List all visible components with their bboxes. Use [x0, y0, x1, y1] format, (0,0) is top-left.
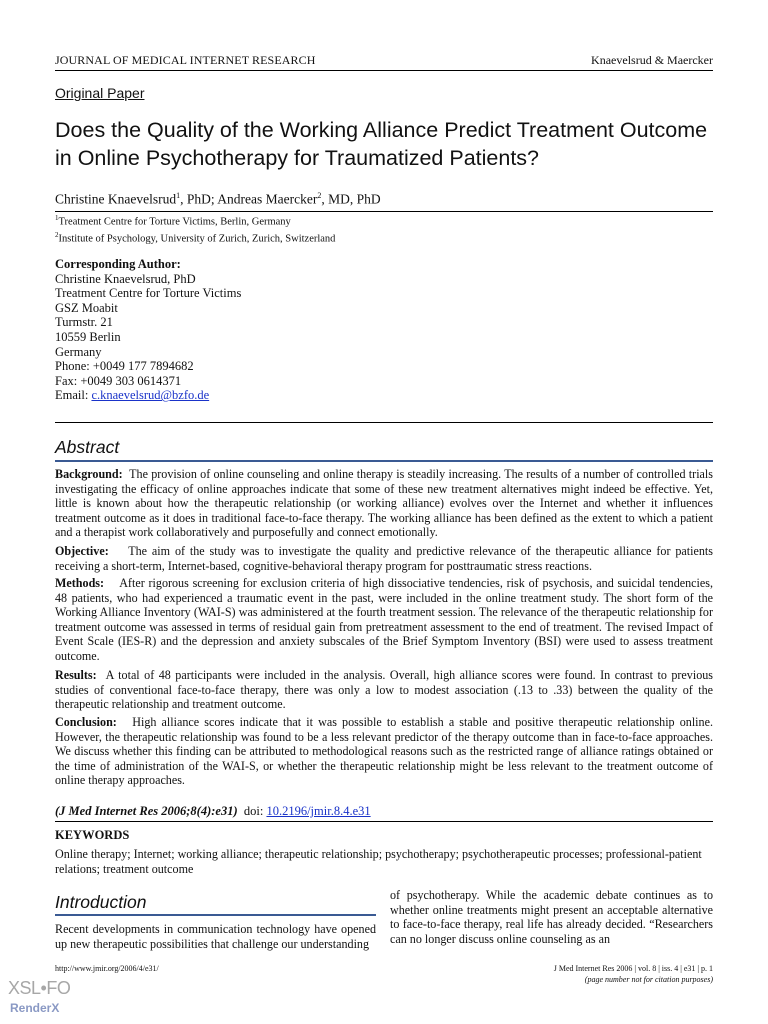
abstract-results	[55, 668, 713, 712]
header-rule	[55, 70, 713, 71]
affiliation-1	[55, 214, 291, 228]
section-label: Background:	[55, 467, 123, 481]
abstract-top-rule	[55, 422, 713, 423]
author-list	[55, 191, 381, 208]
email-label: Email:	[55, 388, 92, 403]
section-text: The provision of online counseling and online therapy is steadily increasing. The results of a number of controlled trials investigating the efficacy of online approaches indicate that some of these new treatment alternatives might indeed be effective. Yet, little is known about how the therapeutic relationship (or working alliance) evolves over the Internet and whether it influences treatment outcome as it does in traditional face-to-face therapy. The working alliance has been defined as the extent to which a patient and a therapist work collaboratively and purposefully and connect emotionally.	[55, 467, 713, 540]
introduction-heading-rule	[55, 914, 376, 916]
abstract-heading: Abstract	[55, 437, 120, 457]
affiliation-text: Institute of Psychology, University of Zurich, Zurich, Switzerland	[58, 233, 336, 245]
corresponding-line: GSZ Moabit	[55, 300, 118, 315]
abstract-heading-rule	[55, 460, 713, 462]
footer-reference: J Med Internet Res 2006 | vol. 8 | iss. 4 | e31 | p. 1	[553, 964, 713, 973]
doi-label: doi:	[243, 804, 264, 818]
author-name: Andreas Maercker	[217, 191, 318, 207]
affiliation-marker: 2	[317, 191, 322, 200]
corresponding-line: Treatment Centre for Torture Victims	[55, 286, 242, 301]
introduction-right-column: of psychotherapy. While the academic debate continues as to whether online treatments might present an acceptable alternative to face-to-face therapy, real life has already decided. “Researchers can no longer discuss online counseling as an	[390, 888, 713, 946]
affiliation-2	[55, 231, 335, 245]
corresponding-line: 10559 Berlin	[55, 329, 121, 344]
abstract-conclusion	[55, 715, 713, 788]
author-name: Christine Knaevelsrud	[55, 191, 177, 207]
email-line	[55, 388, 241, 403]
section-text: The aim of the study was to investigate the quality and predictive relevance of the therapeutic alliance for patients receiving a short-term, Internet-based, cognitive-behavioral therapy program for posttraumatic stress reactions.	[55, 544, 714, 573]
section-label: Results:	[55, 668, 97, 682]
authors-rule	[55, 211, 713, 212]
section-label: Methods:	[55, 576, 105, 590]
phone-line: Phone: +0049 177 7894682	[55, 359, 194, 374]
introduction-heading: Introduction	[55, 892, 147, 912]
citation-reference: (J Med Internet Res 2006;8(4):e31)	[55, 804, 238, 818]
email-link[interactable]: c.knaevelsrud@bzfo.de	[91, 388, 210, 403]
doi-link[interactable]: 10.2196/jmir.8.4.e31	[266, 804, 371, 818]
abstract-objective	[55, 544, 713, 573]
article-title: Does the Quality of the Working Alliance Predict Treatment Outcome in Online Psychotherapy for Traumatized Patients?	[55, 118, 708, 170]
keywords-heading: KEYWORDS	[55, 828, 130, 842]
corresponding-line: Turmstr. 21	[55, 315, 113, 330]
abstract-background	[55, 467, 713, 540]
corresponding-author-block	[55, 257, 241, 403]
journal-name: JOURNAL OF MEDICAL INTERNET RESEARCH	[55, 53, 316, 67]
affiliation-marker: 1	[55, 214, 59, 222]
citation-line	[55, 804, 371, 819]
author-degree: , PhD;	[180, 191, 218, 207]
affiliation-text: Treatment Centre for Torture Victims, Berlin, Germany	[58, 216, 291, 228]
introduction-left-column: Recent developments in communication technology have opened up new therapeutic possibilities that challenge our understanding	[55, 922, 376, 951]
footer-note: (page number not for citation purposes)	[584, 975, 713, 984]
section-text: After rigorous screening for exclusion criteria of high dissociative tendencies, risk of psychosis, and suicidal tendencies, 48 patients, who had experienced a traumatic event in the past, were included in the online treatment study. The short form of the Working Alliance Inventory (WAI-S) was administered at the fourth treatment session. The relevance of the therapeutic relationship for treatment outcome was assessed in terms of residual gain from pretreatment assessment to the end of treatment. The revised Impact of Event Scale (IES-R) and the depression and anxiety subscales of the Brief Symptom Inventory (BSI) were used to assess treatment outcome.	[55, 576, 713, 663]
article-type-label: Original Paper	[55, 85, 145, 101]
abstract-methods	[55, 576, 713, 664]
keywords-text: Online therapy; Internet; working alliance; therapeutic relationship; psychotherapy; psychotherapeutic processes; professional-patient relations; treatment outcome	[55, 847, 702, 876]
fax-line: Fax: +0049 303 0614371	[55, 373, 182, 388]
citation-rule	[55, 821, 713, 822]
corresponding-line: Christine Knaevelsrud, PhD	[55, 271, 196, 286]
footer-url: http://www.jmir.org/2006/4/e31/	[55, 964, 159, 973]
section-label: Conclusion:	[55, 715, 117, 729]
affiliation-marker: 1	[176, 191, 181, 200]
section-label: Objective:	[55, 544, 109, 558]
section-text: A total of 48 participants were included in the analysis. Overall, high alliance scores were found. In contrast to previous studies of conventional face-to-face therapy, there was only a low to modest association (.13 to .33) between the quality of the therapeutic relationship and treatment outcome.	[55, 668, 714, 712]
running-authors: Knaevelsrud & Maercker	[591, 53, 713, 67]
section-text: High alliance scores indicate that it was possible to establish a stable and positive therapeutic relationship online. However, the therapeutic relationship was found to be a less relevant predictor of the therapy outcome than in face-to-face approaches. We discuss whether this finding can be attributed to methodological reasons such as the restricted range of alliance ratings obtained or the time of administration of the WAI-S, or whether the therapeutic relationship might be less relevant to the treatment outcome of online therapy approaches.	[55, 715, 713, 788]
xslfo-logo: XSL•FO	[8, 978, 71, 998]
renderx-logo: RenderX	[10, 1001, 60, 1015]
affiliation-marker: 2	[55, 231, 59, 239]
author-degree: , MD, PhD	[321, 191, 381, 207]
corresponding-line: Germany	[55, 344, 102, 359]
corresponding-author-heading: Corresponding Author:	[55, 257, 181, 271]
